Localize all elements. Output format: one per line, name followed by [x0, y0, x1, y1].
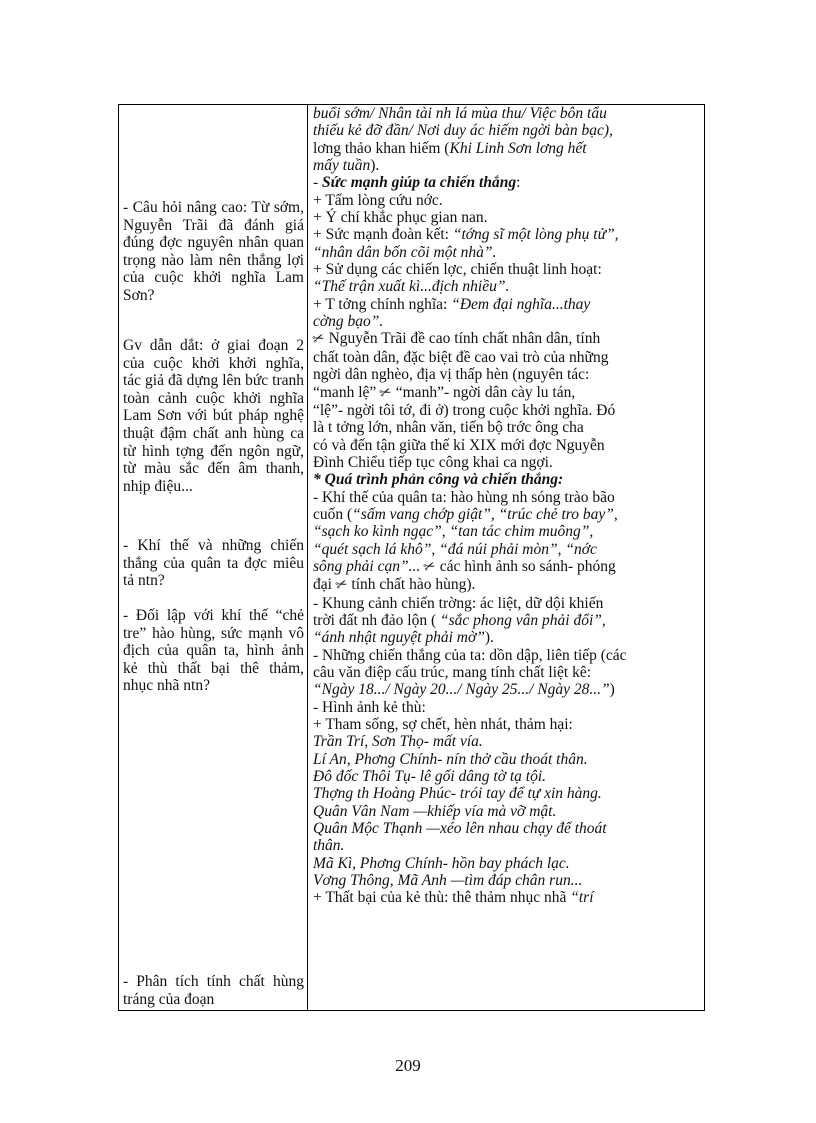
content-line: [313, 558, 700, 576]
teacher-question-5: - Phân tích tính chất hùng tráng của đoạn: [123, 973, 304, 1008]
content-line: - Khí thế của quân ta: hào hùng nh sóng trào bão: [313, 488, 615, 506]
content-line: - Hình ảnh kẻ thù:: [313, 698, 426, 716]
content-line: [313, 889, 700, 906]
text-run: cuốn (: [313, 505, 353, 523]
content-line: [313, 157, 700, 174]
content-line: - Khung cảnh chiến trờng: ác liệt, dữ dội khiến: [313, 594, 604, 612]
content-line: Quân Mộc Thạnh —xéo lên nhau chạy để thoát: [313, 820, 607, 838]
content-line: + Tấm lòng cứu nớc.: [313, 191, 443, 209]
content-line: “Thế trận xuất kì...địch nhiều”.: [313, 278, 510, 296]
content-line: “sạch ko kình ngạc”, “tan tác chim muông”,: [313, 523, 594, 541]
text-run: Nguyễn Trãi đề cao tính chất nhân dân, tính: [324, 330, 601, 348]
content-line: [313, 629, 700, 646]
text-run: “tớng sĩ một lòng phụ tử”,: [452, 226, 619, 244]
content-line: [313, 140, 700, 157]
text-run: “manh”- ngời dân cày lu tán,: [391, 383, 576, 401]
text-run: + Thất bại của kẻ thù: thê thảm nhục nhã: [313, 889, 571, 907]
content-line: Trần Trí, Sơn Thọ- mất vía.: [313, 733, 483, 751]
scissors-icon: ✂: [421, 558, 438, 577]
text-run: “Ngày 18.../ Ngày 20.../ Ngày 25.../ Ngày 28...”: [313, 681, 610, 699]
teacher-question-3: - Khí thế và những chiến thắng của quân ta đợc miêu tả ntn?: [123, 537, 304, 590]
text-run: ): [609, 681, 615, 699]
column-divider: [307, 105, 308, 1010]
teacher-question-1: - Câu hỏi nâng cao: Từ sớm, Nguyễn Trãi đã đánh giá đúng đợc nguyên nhân quan trọng nào làm nên thắng lợi của cuộc khởi nghĩa Lam Sơn?: [123, 199, 304, 304]
content-line: [313, 226, 700, 243]
content-line: + Ý chí khắc phục gian nan.: [313, 209, 488, 227]
page-number: 209: [395, 1056, 421, 1075]
content-line: buổi sớm/ Nhân tài nh lá mùa thu/ Việc bôn tẩu: [313, 105, 607, 122]
content-line: Quân Vân Nam —khiếp vía mà vỡ mật.: [313, 802, 557, 820]
text-run: “ánh nhật nguyệt phải mờ”: [313, 629, 485, 647]
content-line: “nhân dân bốn cõi một nhà”.: [313, 243, 497, 261]
content-line: có và đến tận giữa thế kỉ XIX mới đợc Nguyễn: [313, 436, 605, 454]
text-run: trời đất nh đảo lộn (: [313, 611, 441, 629]
text-run: Khi Linh Sơn lơng hết: [449, 139, 587, 157]
text-run: tính chất hào hùng).: [347, 576, 476, 594]
text-run: + T tởng chính nghĩa:: [313, 295, 452, 313]
text-run: sông phải cạn”...: [313, 557, 425, 575]
content-line: chất toàn dân, đặc biệt đề cao vai trò của những: [313, 348, 609, 366]
content-line: [313, 506, 700, 523]
text-run: ).: [370, 157, 380, 175]
teacher-activity-column: [119, 105, 307, 1010]
content-line: thân.: [313, 837, 345, 855]
content-line: “quét sạch lá khô”, “đá núi phải mòn”, “nớc: [313, 540, 597, 558]
text-run: -: [313, 174, 323, 192]
text-run: “sắc phong vân phải đổi”,: [440, 611, 606, 629]
content-line: cờng bạo”.: [313, 313, 384, 331]
content-line: + Tham sống, sợ chết, hèn nhát, thảm hại:: [313, 716, 573, 734]
content-line: thiếu kẻ đỡ đần/ Nơi duy ác hiếm ngời bàn bạc),: [313, 122, 613, 140]
content-line: [313, 681, 700, 698]
content-line: [310, 330, 700, 350]
content-line: [313, 296, 700, 313]
text-run: “sấm vang chớp giật”, “trúc chẻ tro bay”,: [352, 505, 618, 523]
text-run: + Sức mạnh đoàn kết:: [313, 226, 453, 244]
content-line: + Sử dụng các chiến lợc, chiến thuật linh hoạt:: [313, 261, 602, 279]
content-line: “lệ”- ngời tôi tớ, đi ở) trong cuộc khởi nghĩa. Đó: [313, 401, 616, 419]
text-run: lơng thảo khan hiếm (: [313, 139, 450, 157]
content-line: câu văn điệp cấu trúc, mang tính chất liệt kê:: [313, 664, 592, 681]
content-line: - Những chiến thắng của ta: dồn dập, liên tiếp (các: [313, 646, 627, 664]
content-line: * Quá trình phản công và chiến thắng:: [313, 471, 564, 489]
text-run: “manh lệ”: [313, 383, 381, 401]
scissors-icon: ✂: [333, 576, 350, 595]
text-run: đại: [313, 576, 336, 594]
text-run: “Đem đại nghĩa...thay: [451, 295, 591, 313]
scissors-icon: ✂: [310, 330, 327, 350]
content-line: Đình Chiểu tiếp tục công khai ca ngợi.: [313, 453, 553, 471]
content-line: Lí An, Phơng Chính- nín thở cầu thoát thân.: [313, 750, 588, 768]
content-line: Thợng th Hoàng Phúc- trói tay để tự xin hàng.: [313, 785, 602, 803]
content-line: [313, 612, 700, 629]
content-line: [313, 174, 700, 191]
text-run: ).: [484, 629, 494, 647]
text-run: mấy tuần: [313, 157, 371, 175]
content-line: Vơng Thông, Mã Anh —tìm đáp chân run...: [313, 872, 583, 890]
content-table: [118, 104, 705, 1011]
scissors-icon: ✂: [377, 383, 395, 403]
content-line: [313, 576, 700, 594]
text-run: Sức mạnh giúp ta chiến thắng: [322, 174, 517, 192]
content-line: [313, 384, 700, 402]
teacher-question-2: Gv dẫn dắt: ở giai đoạn 2 của cuộc khởi khởi nghĩa, tác giả đã dựng lên bức tranh toàn cảnh cuộc khởi nghĩa Lam Sơn với bút pháp nghệ thuật đậm chất anh hùng ca từ hình tợng đến ngôn ngữ, từ màu sắc đến âm thanh, nhịp điệu...: [123, 337, 304, 495]
content-line: Mã Kì, Phơng Chính- hồn bay phách lạc.: [313, 854, 570, 872]
text-run: “trí: [570, 889, 594, 907]
content-line: ngời dân nghèo, địa vị thấp hèn (nguyên tác:: [313, 366, 590, 384]
content-column: [310, 105, 700, 1010]
teacher-question-4: - Đối lập với khí thế “chẻ tre” hào hùng, sức mạnh vô địch của quân ta, hình ảnh kẻ thù thất bại thê thảm, nhục nhã ntn?: [123, 607, 304, 695]
text-run: các hình ảnh so sánh- phóng: [435, 557, 616, 575]
content-line: Đô đốc Thôi Tụ- lê gối dâng tờ tạ tội.: [313, 768, 547, 786]
text-run: :: [516, 174, 521, 192]
content-line: là t tởng lớn, nhân văn, tiến bộ trớc ông cha: [313, 419, 584, 437]
